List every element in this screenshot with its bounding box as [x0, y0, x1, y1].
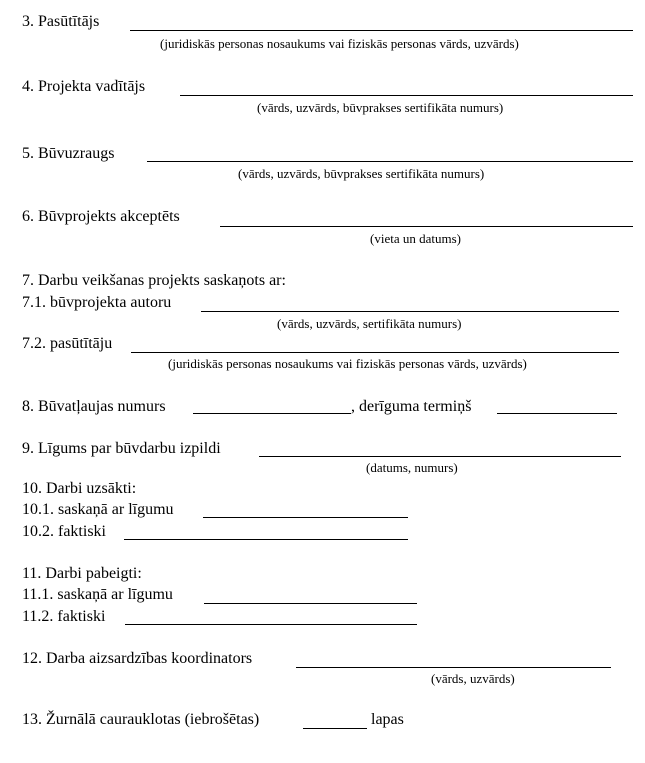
field-13-line[interactable] — [303, 728, 367, 729]
field-7-1-label: 7.1. būvprojekta autoru — [22, 294, 172, 311]
field-8-term-line[interactable] — [497, 413, 617, 414]
field-7-2-label: 7.2. pasūtītāju — [22, 335, 113, 352]
field-4-line[interactable] — [180, 95, 633, 96]
field-11-1-line[interactable] — [204, 603, 417, 604]
field-7-2-hint: (juridiskās personas nosaukums vai fiziskās personas vārds, uzvārds) — [168, 356, 527, 371]
field-10-2-label: 10.2. faktiski — [22, 523, 106, 540]
field-13-suffix: lapas — [371, 711, 404, 728]
field-4-hint: (vārds, uzvārds, būvprakses sertifikāta numurs) — [257, 100, 504, 115]
field-10-heading: 10. Darbi uzsākti: — [22, 480, 137, 497]
field-12-hint: (vārds, uzvārds) — [431, 671, 515, 686]
field-6-label: 6. Būvprojekts akceptēts — [22, 208, 180, 225]
field-10-1-label: 10.1. saskaņā ar līgumu — [22, 501, 174, 518]
field-11-heading: 11. Darbi pabeigti: — [22, 565, 142, 582]
field-7-heading: 7. Darbu veikšanas projekts saskaņots ar: — [22, 272, 286, 289]
field-6-hint: (vieta un datums) — [370, 231, 461, 246]
field-11-1-label: 11.1. saskaņā ar līgumu — [22, 586, 173, 603]
field-7-2-line[interactable] — [131, 352, 619, 353]
field-9-label: 9. Līgums par būvdarbu izpildi — [22, 440, 221, 457]
field-8-number-line[interactable] — [193, 413, 351, 414]
field-3-hint: (juridiskās personas nosaukums vai fiziskās personas vārds, uzvārds) — [160, 36, 519, 51]
field-11-2-label: 11.2. faktiski — [22, 608, 106, 625]
field-3-line[interactable] — [130, 30, 633, 31]
field-3-label: 3. Pasūtītājs — [22, 13, 100, 30]
field-8-label-2: , derīguma termiņš — [351, 398, 472, 415]
field-9-hint: (datums, numurs) — [366, 460, 458, 475]
field-7-1-line[interactable] — [201, 311, 619, 312]
field-12-line[interactable] — [296, 667, 611, 668]
field-10-1-line[interactable] — [203, 517, 408, 518]
field-5-label: 5. Būvuzraugs — [22, 145, 115, 162]
field-8-label: 8. Būvatļaujas numurs — [22, 398, 166, 415]
field-9-line[interactable] — [259, 456, 621, 457]
field-11-2-line[interactable] — [125, 624, 417, 625]
field-4-label: 4. Projekta vadītājs — [22, 78, 146, 95]
field-5-hint: (vārds, uzvārds, būvprakses sertifikāta numurs) — [238, 166, 485, 181]
field-5-line[interactable] — [147, 161, 633, 162]
field-13-label: 13. Žurnālā caurauklotas (iebrošētas) — [22, 711, 260, 728]
field-12-label: 12. Darba aizsardzības koordinators — [22, 650, 253, 667]
field-7-1-hint: (vārds, uzvārds, sertifikāta numurs) — [277, 316, 462, 331]
field-6-line[interactable] — [220, 226, 633, 227]
field-10-2-line[interactable] — [124, 539, 408, 540]
